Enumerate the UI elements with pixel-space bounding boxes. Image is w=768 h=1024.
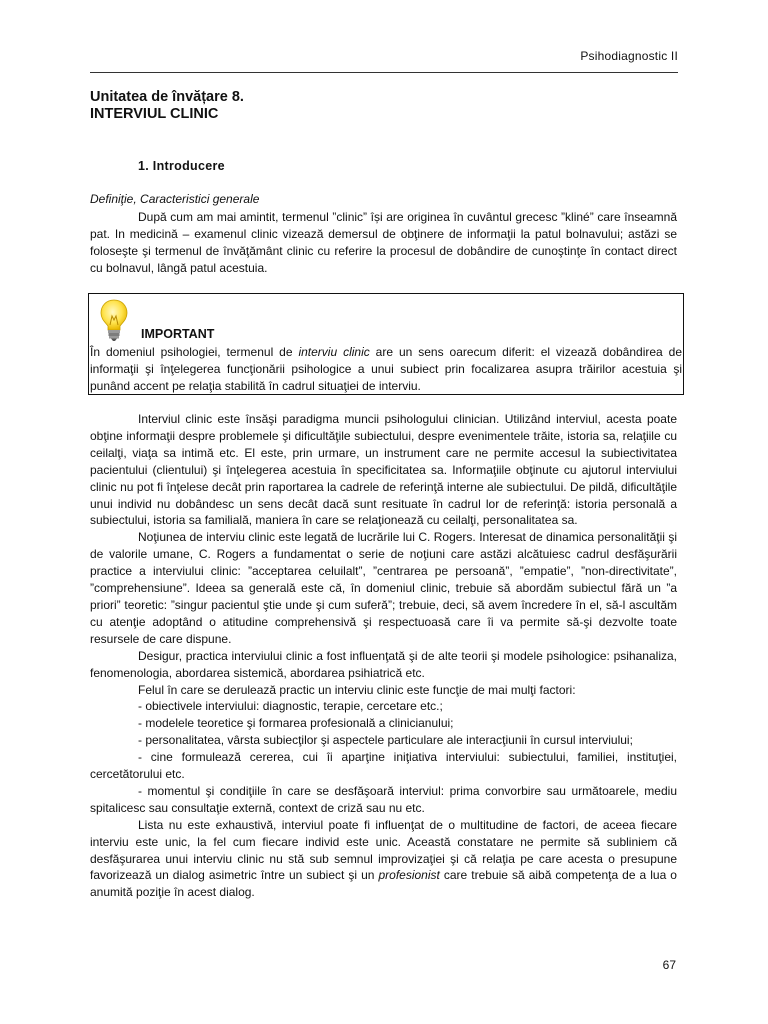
- paragraph-2: Noţiunea de interviu clinic este legată de lucrările lui C. Rogers. Interesat de dinamica personalităţii şi de valorile umane, C. Rogers a fundamentat o serie de noţiuni care astăzi alcătuiesc cadrul desfăşurării practice a interviului clinic: ”acceptarea celuilalt”, ”centrarea pe persoană”, ”empatie”, ”non-directivitate”, ”comprehensiune”. Ideea sa generală este că, în domeniul clinic, trebuie să abordăm subiectul fără un ”a priori” teoretic: ”singur pacientul ştie unde şi cum suferă”; trebuie, deci, să avem încredere în el, să-l ascultăm cu atenţie adoptând o atitudine comprehensivă şi respectuoasă care îi va permite să-şi dezvolte toate resursele de care dispune.: [90, 530, 677, 646]
- paragraph-5-end: care trebuie să aibă competenţa de a lua o anumită poziţie în acest dialog.: [90, 868, 677, 900]
- header-rule: [90, 72, 678, 73]
- section-heading: 1. Introducere: [138, 159, 225, 173]
- list-item: - personalitatea, vârsta subiecţilor şi aspectele particulare ale interacţiunii în cursul interviului;: [138, 733, 633, 748]
- list-item: - obiectivele interviului: diagnostic, terapie, cercetare etc.;: [138, 699, 443, 714]
- paragraph-1: Interviul clinic este însăşi paradigma muncii psihologului clinician. Utilizând interviul, acesta poate obţine informaţii despre problemele şi dificultăţile subiectului, despre evenimentele trăite, istoria sa, relaţiile cu ceilalţi, viaţa sa intimă etc. El este, prin urmare, un instrument care ne permite accesul la subiectivitatea pacientului (clientului) şi înţelegerea acestuia în specificitatea sa. Informaţiile obţinute cu ajutorul interviului clinic nu pot fi înţelese decât prin raportarea la cadrele de referinţă interne ale subiectului. De pildă, dificultăţile unui individ nu dobândesc un sens decât dacă sunt resituate în cadrul lor de referinţă: istoria personală a subiectului, istoria sa familială, maniera în care se relaţionează cu ceilalţi, personalitatea sa.: [90, 412, 677, 528]
- section-subtitle: Definiţie, Caracteristici generale: [90, 192, 260, 206]
- lightbulb-icon: [99, 298, 129, 342]
- unit-line: Unitatea de învățare 8.: [90, 89, 244, 105]
- paragraph-5-term: profesionist: [378, 868, 440, 883]
- running-header: Psihodiagnostic II: [580, 49, 678, 63]
- important-term: interviu clinic: [298, 345, 370, 359]
- paragraph-5-start: Lista nu este exhaustivă, interviul poate fi influenţat de o multitudine de factori, de aceea fiecare interviu este unic, la fel cum fiecare individ este unic. Această constatare ne permite să subliniem că desfăşurarea unui interviu clinic nu stă sub semnul improvizaţiei şi că relaţia pe care acesta o presupune favorizează un dialog asimetric între un subiect şi un: [90, 817, 677, 883]
- list-item: - cine formulează cererea, cui îi aparţine iniţiativa interviului: subiectului, familiei, instituţiei, cercetătorului etc.: [90, 750, 677, 782]
- unit-title: INTERVIUL CLINIC: [90, 106, 219, 122]
- intro-text: [90, 209, 677, 277]
- important-label: IMPORTANT: [141, 327, 215, 341]
- important-text: [89, 344, 683, 395]
- page-number: 67: [662, 958, 676, 972]
- list-item: - modelele teoretice şi formarea profesională a clinicianului;: [138, 716, 454, 731]
- list-item: - momentul şi condiţiile în care se desfăşoară interviul: prima convorbire sau următoarele, mediu spitalicesc sau consultaţie externă, context de criză sau nu etc.: [90, 783, 677, 815]
- paragraph-4: Felul în care se derulează practic un interviu clinic este funcţie de mai mulţi factori:: [138, 682, 576, 697]
- main-text: [90, 411, 677, 901]
- important-text-end: are un sens oarecum diferit: el vizează dobândirea de informaţii şi înţelegerea funcţionării psihologice a unui subiect prin focalizarea asupra trăirilor acestuia şi punând accent pe relaţia stabilită în cadrul situaţiei de interviu.: [90, 345, 682, 393]
- paragraph-3: Desigur, practica interviului clinic a fost influenţată şi de alte teorii şi modele psihologice: psihanaliza, fenomenologia, abordarea sistemică, abordarea psihiatrică etc.: [90, 648, 677, 680]
- important-box: [88, 293, 684, 395]
- intro-paragraph: După cum am mai amintit, termenul ”clinic” își are originea în cuvântul grecesc ”kliné” care înseamnă pat. In medicină – examenul clinic vizează demersul de obţinere de informaţii la patul bolnavului; astăzi se foloseşte şi termenul de învăţământ clinic cu referire la procesul de dobândire de cunoştinţe în contact direct cu bolnavul, lângă patul acestuia.: [90, 210, 677, 275]
- paragraph-5: [90, 817, 677, 902]
- important-text-start: În domeniul psihologiei, termenul de: [90, 345, 299, 359]
